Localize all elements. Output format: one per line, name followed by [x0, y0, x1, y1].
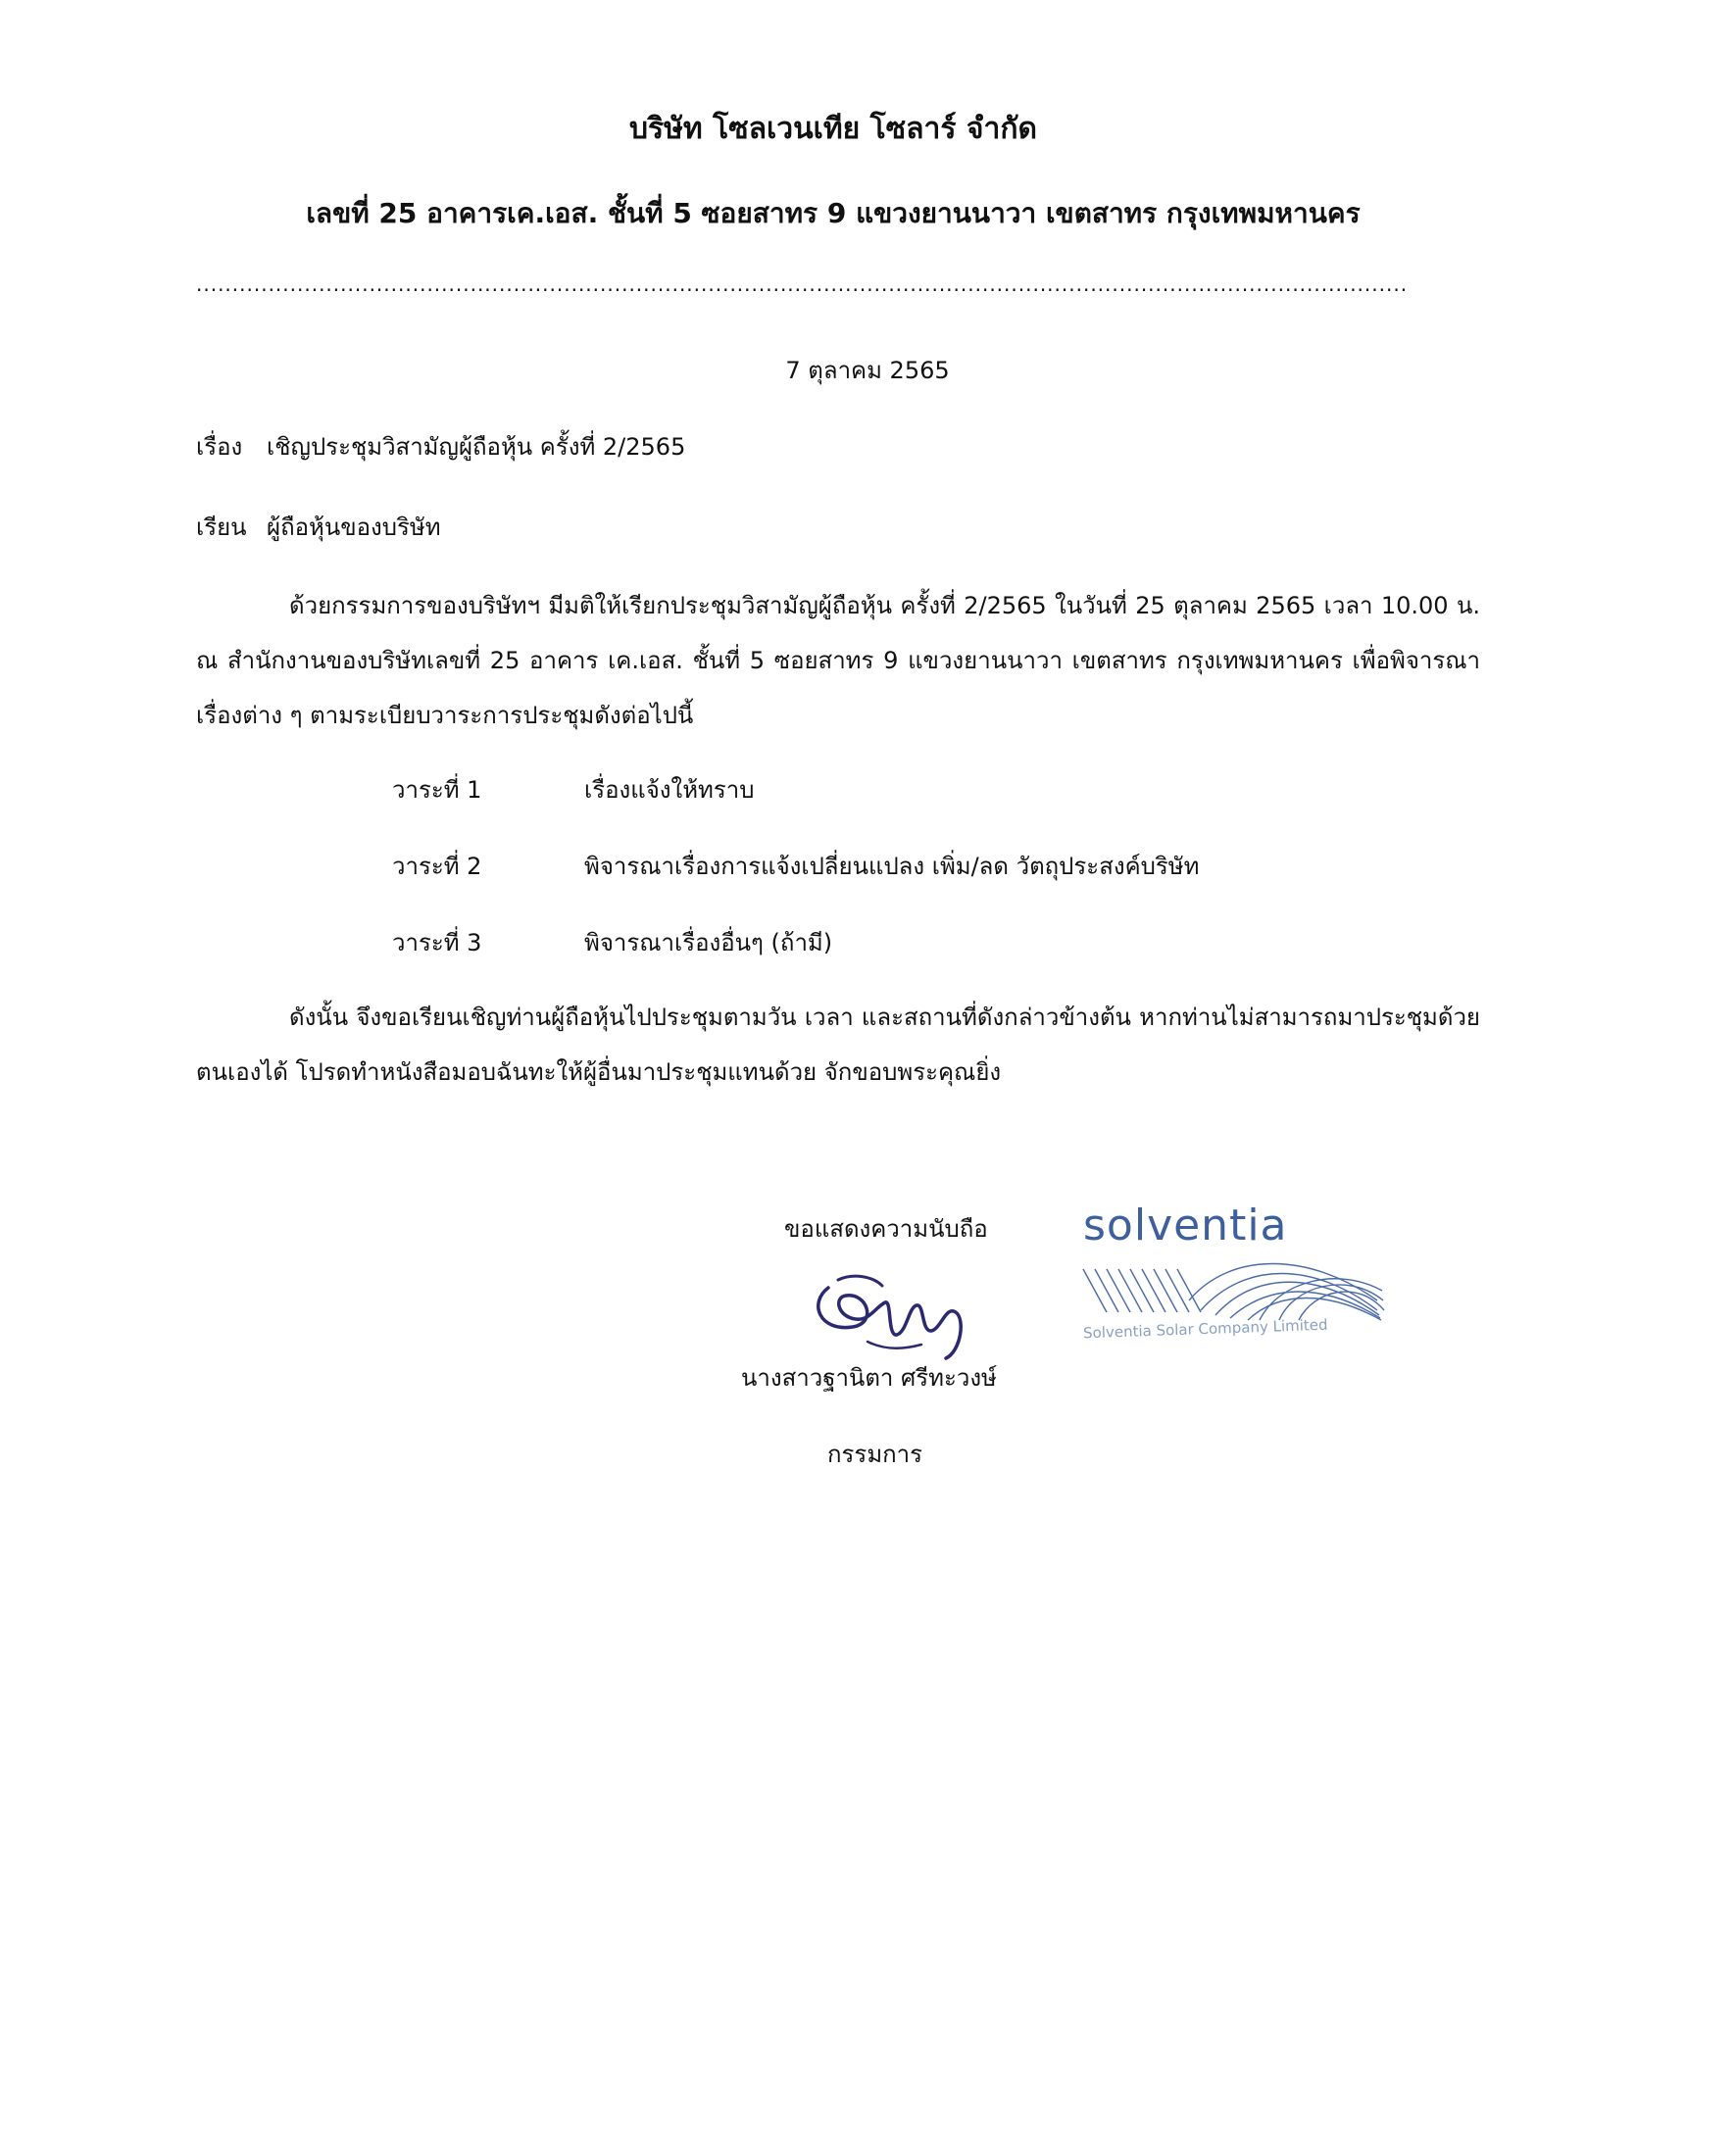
handwritten-signature [799, 1258, 995, 1366]
recipient-text: ผู้ถือหุ้นของบริษัท [267, 514, 441, 541]
dotted-separator: ........................................................................................................................................................................ [196, 272, 1409, 296]
agenda-3-number: วาระที่ 3 [392, 929, 482, 956]
recipient-label: เรียน [196, 514, 247, 541]
company-logo [1083, 1200, 1387, 1357]
subject-label: เรื่อง [196, 433, 243, 461]
body-paragraph-2: ดังนั้น จึงขอเรียนเชิญท่านผู้ถือหุ้นไปประชุมตามวัน เวลา และสถานที่ดังกล่าวข้างต้น หากท่านไม่สามารถมาประชุมด้วยตนเองได้ โปรดทำหนังสือมอบฉันทะให้ผู้อื่นมาประชุมแทนด้วย จักขอบพระคุณยิ่ง [196, 1004, 1480, 1086]
agenda-1-number: วาระที่ 1 [392, 776, 482, 804]
agenda-3-text: พิจารณาเรื่องอื่นๆ (ถ้ามี) [584, 929, 833, 956]
agenda-1-text: เรื่องแจ้งให้ทราบ [584, 776, 755, 804]
signer-name: นางสาวฐานิตา ศรีทะวงษ์ [741, 1364, 997, 1392]
logo-wordmark: solventia [1083, 1200, 1288, 1250]
subject-text: เชิญประชุมวิสามัญผู้ถือหุ้น ครั้งที่ 2/2565 [267, 433, 686, 461]
agenda-2-number: วาระที่ 2 [392, 853, 482, 880]
signer-title: กรรมการ [827, 1441, 923, 1468]
body-paragraph-1: ด้วยกรรมการของบริษัทฯ มีมติให้เรียกประชุมวิสามัญผู้ถือหุ้น ครั้งที่ 2/2565 ในวันที่ 25 ตุลาคม 2565 เวลา 10.00 น. ณ สำนักงานของบริษัทเลขที่ 25 อาคาร เค.เอส. ชั้นที่ 5 ซอยสาทร 9 แขวงยานนาวา เขตสาทร กรุงเทพมหานคร เพื่อพิจารณาเรื่องต่าง ๆ ตามระเบียบวาระการประชุมดังต่อไปนี้ [196, 592, 1480, 729]
letter-date: 7 ตุลาคม 2565 [785, 357, 950, 384]
company-name: บริษัท โซลเวนเทีย โซลาร์ จำกัด [628, 112, 1037, 146]
logo-subtitle: Solventia Solar Company Limited [1082, 1315, 1328, 1343]
agenda-2-text: พิจารณาเรื่องการแจ้งเปลี่ยนแปลง เพิ่ม/ลด วัตถุประสงค์บริษัท [584, 853, 1200, 880]
company-address: เลขที่ 25 อาคารเค.เอส. ชั้นที่ 5 ซอยสาทร 9 แขวงยานนาวา เขตสาทร กรุงเทพมหานคร [306, 197, 1361, 229]
logo-wave-graphic [1083, 1261, 1387, 1324]
closing-phrase: ขอแสดงความนับถือ [784, 1215, 988, 1243]
